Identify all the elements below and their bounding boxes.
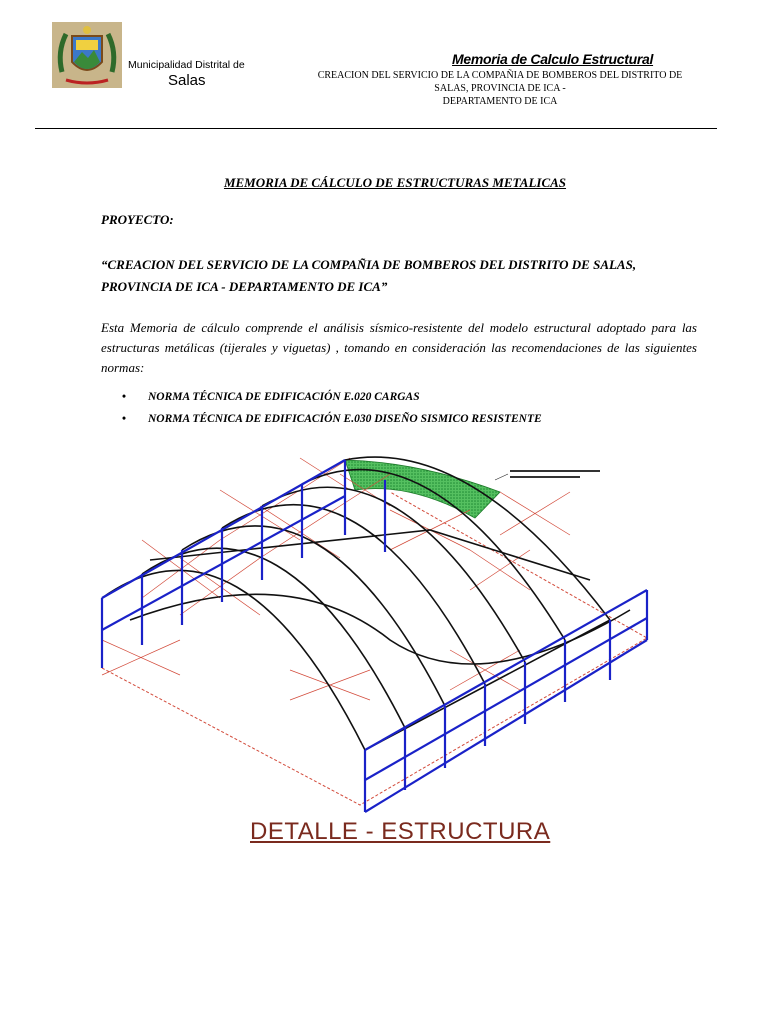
cross-bracing: [102, 458, 570, 700]
norm-text: NORMA TÉCNICA DE EDIFICACIÓN E.020 CARGAS: [148, 391, 420, 403]
list-item: [120, 408, 542, 430]
project-name: “CREACION DEL SERVICIO DE LA COMPAÑIA DE BOMBEROS DEL DISTRITO DE SALAS, PROVINCIA DE ICA - DEPARTAMENTO DE ICA”: [101, 257, 637, 294]
figure-caption: DETALLE - ESTRUCTURA: [250, 818, 551, 845]
mesh-annotation: [495, 470, 600, 480]
norm-text: NORMA TÉCNICA DE EDIFICACIÓN E.030 DISEÑO SISMICO RESISTENTE: [148, 413, 542, 425]
bullet-icon: •: [122, 391, 127, 403]
municipality-crest-logo: [52, 22, 122, 88]
document-header: [0, 0, 768, 130]
list-item: [120, 386, 542, 408]
norms-list: [120, 386, 542, 430]
structure-3d-drawing: [90, 440, 670, 825]
project-subtitle-line: DEPARTAMENTO DE ICA: [442, 96, 558, 107]
header-divider: [35, 128, 717, 129]
project-subtitle: [290, 69, 710, 108]
document-title: Memoria de Calculo Estructural: [452, 51, 654, 67]
page-title: MEMORIA DE CÁLCULO DE ESTRUCTURAS METALICAS: [223, 175, 567, 190]
project-label: PROYECTO:: [101, 212, 174, 227]
intro-paragraph: Esta Memoria de cálculo comprende el análisis sísmico-resistente del modelo estructural adoptado para las estructuras metálicas (tijerales y viguetas) , tomando en consideración las recomendaciones de las siguientes normas:: [101, 320, 697, 375]
bullet-icon: •: [122, 413, 127, 425]
project-subtitle-line: CREACION DEL SERVICIO DE LA COMPAÑIA DE BOMBEROS DEL DISTRITO DE: [317, 70, 683, 81]
front-columns: [102, 460, 385, 668]
municipality-name: Salas: [168, 72, 206, 89]
municipality-label: Municipalidad Distrital de: [128, 59, 245, 71]
project-subtitle-line: SALAS, PROVINCIA DE ICA -: [434, 83, 566, 94]
